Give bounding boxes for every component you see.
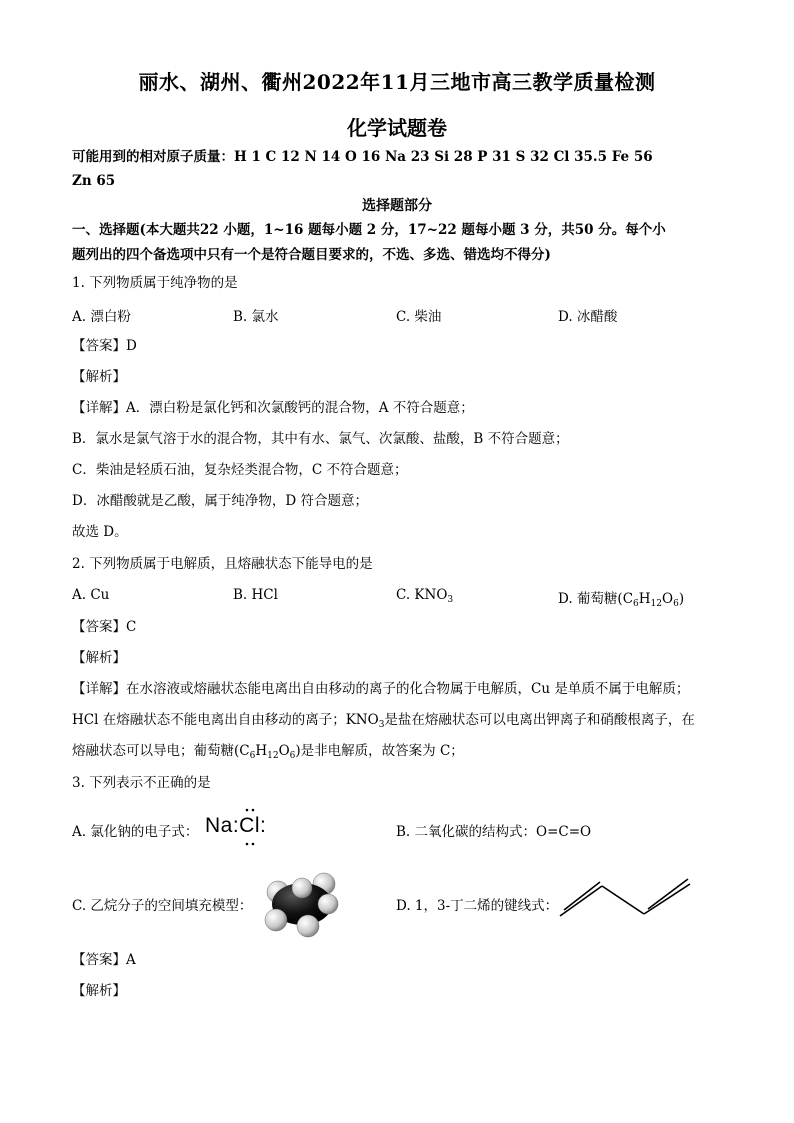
- q3-option-a: A. 氯化钠的电子式：: [72, 824, 199, 840]
- q3-analysis: 【解析】: [72, 983, 126, 999]
- exam-subtitle: 化学试题卷: [347, 116, 447, 140]
- q1-analysis: 【解析】: [72, 369, 126, 385]
- section-title: 选择题部分: [362, 198, 432, 214]
- q3-option-d: D. 1，3-丁二烯的键线式：: [396, 898, 559, 914]
- q2-analysis: 【解析】: [72, 650, 126, 666]
- exam-title: 丽水、湖州、衢州2022年11月三地市高三教学质量检测: [138, 70, 656, 94]
- q2-detail-1: 【详解】在水溶液或熔融状态能电离出自由移动的离子的化合物属于电解质，Cu 是单质不属于电解质；: [72, 681, 690, 697]
- q1-detail-5: 故选 D。: [72, 524, 128, 540]
- q1-detail-1: 【详解】A．漂白粉是氯化钙和次氯酸钙的混合物，A 不符合题意；: [72, 400, 474, 416]
- q1-detail-3: C．柴油是轻质石油，复杂烃类混合物，C 不符合题意；: [72, 462, 408, 478]
- atomic-mass-line-2: Zn 65: [72, 173, 116, 189]
- q2-option-a: A. Cu: [72, 587, 110, 603]
- q1-option-d: D. 冰醋酸: [558, 309, 618, 325]
- q1-option-b: B. 氯水: [233, 309, 279, 325]
- q3-option-c: C. 乙烷分子的空间填充模型：: [72, 898, 253, 914]
- q1-answer: 【答案】D: [72, 338, 137, 354]
- q3-stem: 3. 下列表示不正确的是: [72, 775, 211, 791]
- q1-stem: 1. 下列物质属于纯净物的是: [72, 275, 238, 291]
- q2-option-c: C. $KNO_3$: [396, 587, 454, 605]
- q3-option-b: B. 二氧化碳的结构式：O=C=O: [396, 824, 592, 840]
- butadiene-skeletal-formula: [556, 876, 696, 920]
- q1-detail-4: D．冰醋酸就是乙酸，属于纯净物，D 符合题意；: [72, 493, 368, 509]
- q3-answer: 【答案】A: [72, 952, 136, 968]
- atomic-mass-line-1: 可能用到的相对原子质量：H 1 C 12 N 14 O 16 Na 23 Si 28 P 31 S 32 Cl 35.5 Fe 56: [72, 149, 653, 165]
- q1-option-a: A. 漂白粉: [72, 309, 131, 325]
- sodium-chloride-electron-formula: Na:Cl:: [205, 806, 285, 848]
- q2-answer: 【答案】C: [72, 619, 137, 635]
- q2-detail-2: HCl 在熔融状态不能电离出自由移动的离子；$KNO_3$是盐在熔融状态可以电离出钾离子和硝酸根离子，在: [72, 712, 695, 730]
- instructions-line-2: 题列出的四个备选项中只有一个是符合题目要求的，不选、多选、错选均不得分): [72, 247, 551, 263]
- q2-option-d: D. 葡萄糖$(C_6H_{12}O_6)$: [558, 591, 685, 609]
- q2-detail-3: 熔融状态可以导电；葡萄糖$(C_6H_{12}O_6)$是非电解质，故答案为 C；: [72, 743, 464, 761]
- instructions-line-1: 一、选择题(本大题共22 小题，1~16 题每小题 2 分，17~22 题每小题 3 分，共50 分。每个小: [72, 222, 666, 238]
- ethane-space-filling-model: [258, 870, 348, 938]
- q2-stem: 2. 下列物质属于电解质，且熔融状态下能导电的是: [72, 556, 373, 572]
- q1-detail-2: B．氯水是氯气溶于水的混合物，其中有水、氯气、次氯酸、盐酸，B 不符合题意；: [72, 431, 569, 447]
- q1-option-c: C. 柴油: [396, 309, 442, 325]
- q2-option-b: B. HCl: [233, 587, 278, 603]
- lone-pair-dots: [205, 806, 285, 848]
